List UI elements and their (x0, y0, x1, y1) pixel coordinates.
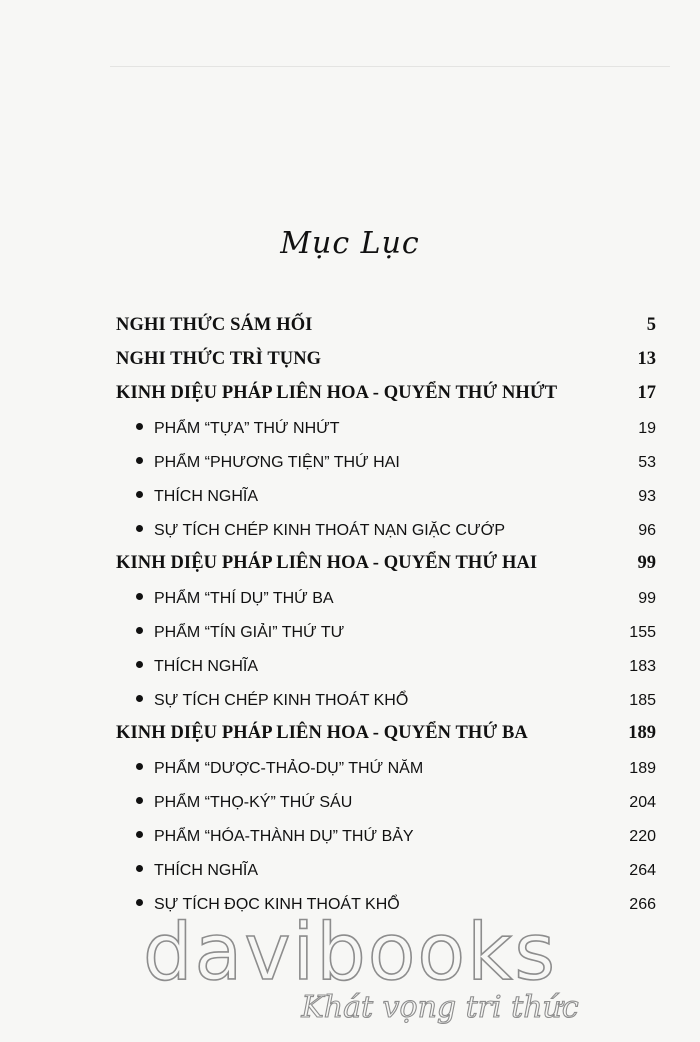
toc-page-number: 96 (638, 522, 656, 539)
toc-item (116, 512, 656, 546)
toc-item-title: THÍCH NGHĨA (154, 862, 258, 879)
bullet-icon (136, 593, 143, 600)
toc-page-number: 266 (629, 896, 656, 913)
bullet-icon (136, 797, 143, 804)
toc-page-number: 99 (638, 590, 656, 607)
bullet-icon (136, 457, 143, 464)
watermark-logo: davibooks (143, 908, 557, 998)
toc-page-number: 220 (629, 828, 656, 845)
toc-item-title: PHẨM “HÓA-THÀNH DỤ” THỨ BẢY (154, 828, 414, 845)
toc-page-number: 183 (629, 658, 656, 675)
toc-item (116, 818, 656, 852)
toc-page-number: 53 (638, 454, 656, 471)
toc-page-number: 189 (628, 723, 656, 743)
toc-item (116, 682, 656, 716)
toc-item-title: SỰ TÍCH CHÉP KINH THOÁT KHỔ (154, 692, 409, 709)
toc-page-number: 185 (629, 692, 656, 709)
toc-section (116, 716, 656, 750)
toc-page-number: 5 (646, 315, 656, 335)
toc-section (116, 308, 656, 342)
toc-item-title: PHẨM “THỌ-KÝ” THỨ SÁU (154, 794, 353, 811)
toc-item-title: PHẨM “THÍ DỤ” THỨ BA (154, 590, 334, 607)
toc-page-number: 204 (629, 794, 656, 811)
bullet-icon (136, 525, 143, 532)
toc-section (116, 546, 656, 580)
toc-item (116, 410, 656, 444)
bullet-icon (136, 661, 143, 668)
toc-page-number: 93 (638, 488, 656, 505)
toc-item (116, 444, 656, 478)
toc-page-number: 155 (629, 624, 656, 641)
bullet-icon (136, 627, 143, 634)
toc-page-number: 264 (629, 862, 656, 879)
table-of-contents (116, 308, 656, 920)
bullet-icon (136, 899, 143, 906)
toc-section (116, 342, 656, 376)
bullet-icon (136, 763, 143, 770)
toc-item (116, 750, 656, 784)
toc-item (116, 852, 656, 886)
toc-item (116, 478, 656, 512)
toc-item (116, 580, 656, 614)
toc-section-title: NGHI THỨC SÁM HỐI (116, 315, 313, 335)
toc-item-title: SỰ TÍCH CHÉP KINH THOÁT NẠN GIẶC CƯỚP (154, 522, 506, 539)
toc-section-title: KINH DIỆU PHÁP LIÊN HOA - QUYỂN THỨ HAI (116, 553, 538, 573)
toc-item-title: PHẨM “DƯỢC-THẢO-DỤ” THỨ NĂM (154, 760, 424, 777)
toc-page-number: 13 (637, 349, 656, 369)
toc-page-number: 17 (637, 383, 656, 403)
toc-page-number: 19 (638, 420, 656, 437)
page-title: Mục Lục (280, 226, 420, 261)
bullet-icon (136, 865, 143, 872)
toc-page-number: 189 (629, 760, 656, 777)
bullet-icon (136, 831, 143, 838)
toc-item-title: PHẨM “TÍN GIẢI” THỨ TƯ (154, 624, 345, 641)
bullet-icon (136, 423, 143, 430)
toc-item-title: PHẨM “TỰA” THỨ NHỨT (154, 420, 340, 437)
bullet-icon (136, 491, 143, 498)
toc-item (116, 784, 656, 818)
toc-item-title: THÍCH NGHĨA (154, 488, 258, 505)
bullet-icon (136, 695, 143, 702)
toc-section (116, 376, 656, 410)
toc-section-title: KINH DIỆU PHÁP LIÊN HOA - QUYỂN THỨ BA (116, 723, 528, 743)
toc-section-title: KINH DIỆU PHÁP LIÊN HOA - QUYỂN THỨ NHỨT (116, 383, 558, 403)
toc-item (116, 614, 656, 648)
toc-section-title: NGHI THỨC TRÌ TỤNG (116, 349, 322, 369)
watermark-tagline: Khát vọng tri thức (301, 990, 579, 1025)
toc-page-number: 99 (637, 553, 656, 573)
toc-item-title: SỰ TÍCH ĐỌC KINH THOÁT KHỔ (154, 896, 400, 913)
toc-item-title: THÍCH NGHĨA (154, 658, 258, 675)
toc-item (116, 648, 656, 682)
toc-item-title: PHẨM “PHƯƠNG TIỆN” THỨ HAI (154, 454, 400, 471)
